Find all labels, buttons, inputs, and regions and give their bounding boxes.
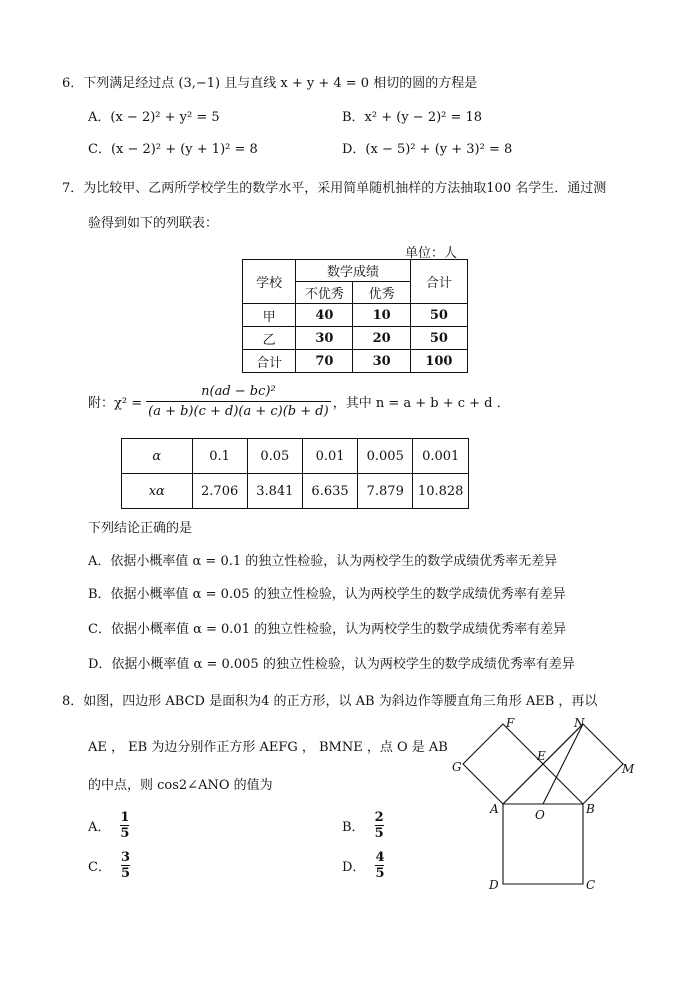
label-g: G [452,760,462,774]
option-numerator: 1 [120,810,130,825]
q7-stem-line1: 7．为比较甲、乙两所学校学生的数学水平，采用简单随机抽样的方法抽取100 名学生．通过测 [62,181,607,196]
q7-stem-line2: 验得到如下的列联表： [88,216,219,231]
q8-line2: AE ， EB 为边分别作正方形 AEFG ， BMNE ，点 O 是 AB [88,740,448,755]
formula-denominator: (a + b)(c + d)(a + c)(b + d) [146,401,331,419]
option-numerator: 2 [374,810,384,825]
label-b: B [586,802,595,816]
option-label: D． [342,860,366,875]
label-c: C [586,878,596,892]
table-row [243,327,468,350]
q6-option-c: C．(x − 2)² + (y + 1)² = 8 [88,142,258,157]
q7-option-b: B．依据小概率值 α = 0.05 的独立性检验，认为两校学生的数学成绩优秀率有差异 [88,587,566,602]
label-m: M [622,762,635,776]
header-school: 学校 [243,260,296,304]
formula-numerator: n(ad − bc)² [201,384,276,399]
x-alpha-label: xα [122,474,193,509]
cell-value: 0.001 [413,439,469,474]
cell-value: 10.828 [413,474,469,509]
q8-line3: 的中点，则 cos2∠ANO 的值为 [88,778,273,793]
cell-value: 30 [353,350,410,373]
row-label: 甲 [243,304,296,327]
q6-option-d: D．(x − 5)² + (y + 3)² = 8 [342,142,513,157]
q8-option-d [342,850,384,881]
q7-option-c: C．依据小概率值 α = 0.01 的独立性检验，认为两校学生的数学成绩优秀率有差异 [88,622,567,637]
formula-suffix: ，其中 n = a + b + c + d ． [332,396,510,411]
chi-square-formula [88,384,510,419]
option-denominator: 5 [120,866,130,881]
option-denominator: 5 [374,826,384,841]
header-total: 合计 [410,260,467,304]
cell-value: 2.706 [192,474,247,509]
cell-value: 20 [353,327,410,350]
label-d: D [489,878,499,892]
label-e: E [537,749,546,763]
alpha-label: α [122,439,193,474]
label-f: F [506,716,515,730]
label-a: A [490,802,499,816]
cell-value: 70 [296,350,353,373]
q7-unit: 单位：人 [405,246,458,261]
q7-option-d: D．依据小概率值 α = 0.005 的独立性检验，认为两校学生的数学成绩优秀率有差异 [88,657,575,672]
cell-value: 7.879 [358,474,413,509]
q8-option-a [88,810,129,841]
cell-value: 3.841 [247,474,302,509]
option-denominator: 5 [375,866,385,881]
q7-option-a: A．依据小概率值 α = 0.1 的独立性检验，认为两校学生的数学成绩优秀率无差异 [88,554,558,569]
option-label: C． [88,860,111,875]
row-label: 乙 [243,327,296,350]
option-numerator: 4 [375,850,385,865]
q6-stem: 6．下列满足经过点 (3,−1) 且与直线 x + y + 4 = 0 相切的圆的方程是 [62,76,478,91]
cell-value: 0.1 [192,439,247,474]
cell-value: 50 [410,327,467,350]
option-denominator: 5 [120,826,130,841]
label-n: N [574,716,585,730]
cell-value: 30 [296,327,353,350]
geometry-figure [450,712,650,902]
cell-value: 6.635 [302,474,357,509]
q8-option-b [342,810,384,841]
square-bmne [543,724,623,804]
header-score: 数学成绩 [296,260,411,282]
q7-prompt: 下列结论正确的是 [88,521,193,536]
square-aefg [463,724,543,804]
header-not-excellent: 不优秀 [296,282,353,304]
segment-on [543,724,583,804]
table-row [243,350,468,373]
table-row [243,304,468,327]
formula-prefix: 附：χ² = [88,396,143,411]
contingency-table [242,259,468,373]
q6-option-b: B．x² + (y − 2)² = 18 [342,110,483,125]
cell-value: 10 [353,304,410,327]
q8-option-c [88,850,130,881]
q8-line1: 8．如图，四边形 ABCD 是面积为4 的正方形，以 AB 为斜边作等腰直角三角形 AEB ，再以 [62,694,598,709]
cell-value: 100 [410,350,467,373]
q6-option-a: A．(x − 2)² + y² = 5 [88,110,220,125]
cell-value: 0.05 [247,439,302,474]
option-label: B． [342,820,365,835]
cell-value: 50 [410,304,467,327]
cell-value: 0.005 [358,439,413,474]
header-excellent: 优秀 [353,282,410,304]
option-label: A． [88,820,111,835]
option-numerator: 3 [120,850,130,865]
critical-value-table [121,438,469,509]
cell-value: 0.01 [302,439,357,474]
row-label: 合计 [243,350,296,373]
cell-value: 40 [296,304,353,327]
label-o: O [535,808,545,822]
